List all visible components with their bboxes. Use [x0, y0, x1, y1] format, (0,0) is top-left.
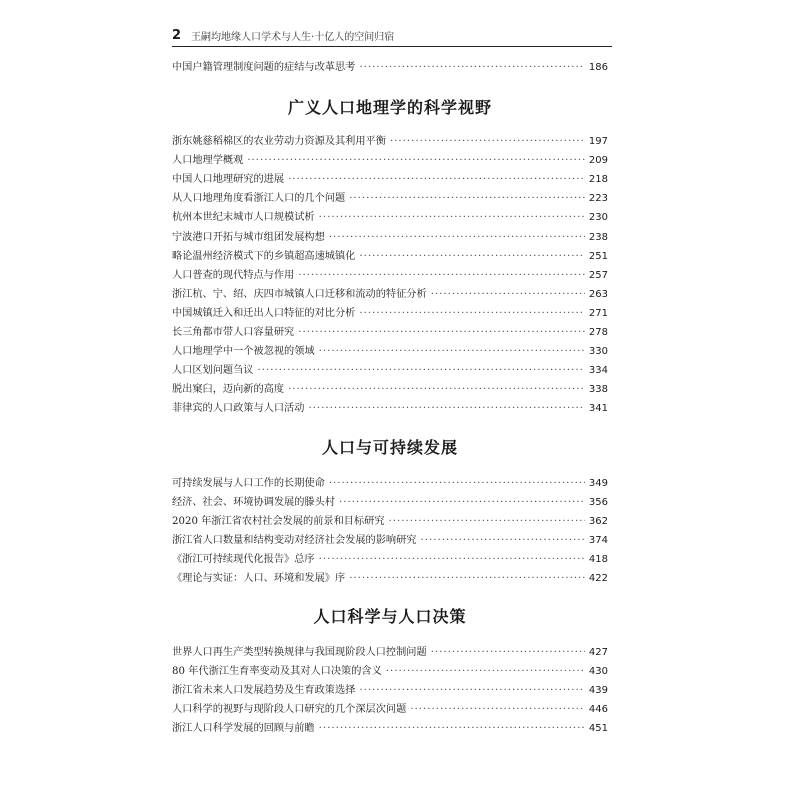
- dot-leader: [431, 289, 585, 300]
- toc-entry-title: 世界人口再生产类型转换规律与我国现阶段人口控制问题: [172, 647, 427, 659]
- toc-entry-title: 人口科学的视野与现阶段人口研究的几个深层次问题: [172, 704, 407, 716]
- toc-entry-title: 菲律宾的人口政策与人口活动: [172, 403, 305, 415]
- dot-leader: [319, 554, 585, 565]
- toc-entry-title: 浙东姚慈稻棉区的农业劳动力资源及其利用平衡: [172, 136, 386, 148]
- toc-entry[interactable]: [172, 304, 608, 323]
- table-of-contents: [172, 58, 608, 739]
- running-header: [172, 24, 612, 46]
- toc-entry[interactable]: [172, 662, 608, 681]
- toc-entry-title: 长三角都市带人口容量研究: [172, 327, 295, 339]
- toc-entry-page: 430: [588, 666, 608, 678]
- dot-leader: [431, 647, 585, 658]
- dot-leader: [298, 270, 585, 281]
- toc-entry-page: 446: [588, 704, 608, 716]
- dot-leader: [319, 723, 585, 734]
- dot-leader: [319, 212, 585, 223]
- section-entries: [172, 474, 608, 589]
- toc-entry-page: 362: [588, 515, 608, 527]
- toc-entry-page: 209: [588, 155, 608, 167]
- dot-leader: [288, 174, 585, 185]
- toc-entry-page: 439: [588, 685, 608, 697]
- toc-entry-page: 197: [588, 136, 608, 148]
- header-rule: [172, 46, 612, 47]
- toc-entry-title: 浙江杭、宁、绍、庆四市城镇人口迁移和流动的特征分析: [172, 288, 427, 300]
- toc-entry[interactable]: [172, 247, 608, 266]
- toc-entry[interactable]: [172, 719, 608, 738]
- toc-entry-page: 223: [588, 193, 608, 205]
- toc-entry-page: 374: [588, 534, 608, 546]
- section-heading: 人口与可持续发展: [321, 437, 458, 457]
- toc-entry-title: 杭州本世纪末城市人口规模试析: [172, 212, 315, 224]
- dot-leader: [247, 155, 585, 166]
- toc-entry[interactable]: [172, 569, 608, 588]
- toc-entry-page: 330: [588, 346, 608, 358]
- toc-entry[interactable]: [172, 342, 608, 361]
- page-number: 2: [172, 27, 182, 43]
- dot-leader: [390, 136, 585, 147]
- section-entries: [172, 643, 608, 738]
- toc-entry-title: 宁波港口开拓与城市组团发展构想: [172, 231, 325, 243]
- dot-leader: [298, 327, 585, 338]
- toc-entry[interactable]: [172, 474, 608, 493]
- toc-entry-title: 略论温州经济模式下的乡镇超高速城镇化: [172, 250, 356, 262]
- toc-entry[interactable]: [172, 228, 608, 247]
- toc-entry[interactable]: [172, 531, 608, 550]
- dot-leader: [329, 232, 585, 243]
- running-title: 王嗣均地缘人口学术与人生·十亿人的空间归宿: [191, 31, 395, 43]
- toc-entry-title: 中国人口地理研究的进展: [172, 174, 285, 186]
- dot-leader: [258, 365, 585, 376]
- toc-entry[interactable]: [172, 208, 608, 227]
- toc-entry-page: 418: [588, 553, 608, 565]
- dot-leader: [339, 497, 585, 508]
- dot-leader: [329, 478, 585, 489]
- toc-entry-page: 338: [588, 384, 608, 396]
- toc-entry-page: 278: [588, 327, 608, 339]
- toc-entry[interactable]: [172, 399, 608, 418]
- toc-entry[interactable]: [172, 550, 608, 569]
- dot-leader: [386, 666, 585, 677]
- toc-entry-page: 349: [588, 477, 608, 489]
- toc-entry[interactable]: [172, 170, 608, 189]
- toc-entry[interactable]: [172, 512, 608, 531]
- toc-entry[interactable]: [172, 493, 608, 512]
- dot-leader: [359, 251, 585, 262]
- dot-leader: [308, 403, 584, 414]
- toc-entry[interactable]: [172, 285, 608, 304]
- toc-entry-page: 334: [588, 365, 608, 377]
- toc-entry-title: 脱出窠臼，迈向新的高度: [172, 384, 285, 396]
- toc-entry[interactable]: [172, 132, 608, 151]
- toc-entry-page: 230: [588, 212, 608, 224]
- toc-entry[interactable]: [172, 189, 608, 208]
- section-entries: [172, 132, 608, 418]
- toc-entry-page: 218: [588, 174, 608, 186]
- toc-entry[interactable]: [172, 58, 608, 77]
- dot-leader: [359, 62, 585, 73]
- toc-entry[interactable]: [172, 151, 608, 170]
- dot-leader: [389, 516, 585, 527]
- toc-entry-page: 341: [588, 403, 608, 415]
- toc-entry[interactable]: [172, 361, 608, 380]
- toc-entry-title: 人口区划问题刍议: [172, 365, 254, 377]
- dot-leader: [359, 308, 585, 319]
- toc-entry-page: 271: [588, 307, 608, 319]
- toc-entry-title: 中国户籍管理制度问题的症结与改革思考: [172, 62, 356, 73]
- dot-leader: [410, 704, 585, 715]
- toc-entry-title: 经济、社会、环境协调发展的滕头村: [172, 496, 335, 508]
- toc-entry-title: 《浙江可持续现代化报告》总序: [172, 553, 315, 565]
- toc-entry-page: 238: [588, 231, 608, 243]
- dot-leader: [349, 193, 585, 204]
- toc-entry-page: 427: [588, 647, 608, 659]
- toc-entry-page: 251: [588, 250, 608, 262]
- dot-leader: [319, 346, 585, 357]
- toc-entry-page: 257: [588, 269, 608, 281]
- toc-entry-title: 人口地理学中一个被忽视的领域: [172, 346, 315, 358]
- toc-entry-title: 人口地理学概观: [172, 155, 244, 167]
- toc-entry[interactable]: [172, 266, 608, 285]
- toc-entry-page: 422: [588, 572, 608, 584]
- toc-entry-page: 263: [588, 288, 608, 300]
- dot-leader: [359, 685, 585, 696]
- toc-entry-title: 80 年代浙江生育率变动及其对人口决策的含义: [172, 666, 382, 678]
- toc-entry[interactable]: [172, 643, 608, 662]
- dot-leader: [421, 535, 585, 546]
- toc-entry-title: 人口普查的现代特点与作用: [172, 269, 295, 281]
- toc-entry[interactable]: [172, 323, 608, 342]
- toc-entry-page: 451: [588, 723, 608, 735]
- dot-leader: [288, 384, 585, 395]
- section-heading: 人口科学与人口决策: [313, 607, 467, 627]
- toc-entry-title: 从人口地理角度看浙江人口的几个问题: [172, 193, 346, 205]
- dot-leader: [349, 573, 585, 584]
- toc-entry-title: 2020 年浙江省农村社会发展的前景和目标研究: [172, 515, 385, 527]
- toc-entry-page: 186: [588, 62, 608, 73]
- toc-entry-title: 浙江省人口数量和结构变动对经济社会发展的影响研究: [172, 534, 417, 546]
- section-heading: 广义人口地理学的科学视野: [287, 98, 492, 118]
- toc-entry[interactable]: [172, 380, 608, 399]
- toc-entry-page: 356: [588, 496, 608, 508]
- toc-entry-title: 浙江人口科学发展的回顾与前瞻: [172, 723, 315, 735]
- toc-entry-title: 《理论与实证：人口、环境和发展》序: [172, 572, 346, 584]
- toc-entry-title: 中国城镇迁入和迁出人口特征的对比分析: [172, 307, 356, 319]
- toc-entry-title: 可持续发展与人口工作的长期使命: [172, 477, 325, 489]
- toc-entry[interactable]: [172, 681, 608, 700]
- toc-entry[interactable]: [172, 700, 608, 719]
- toc-entry-title: 浙江省未来人口发展趋势及生育政策选择: [172, 685, 356, 697]
